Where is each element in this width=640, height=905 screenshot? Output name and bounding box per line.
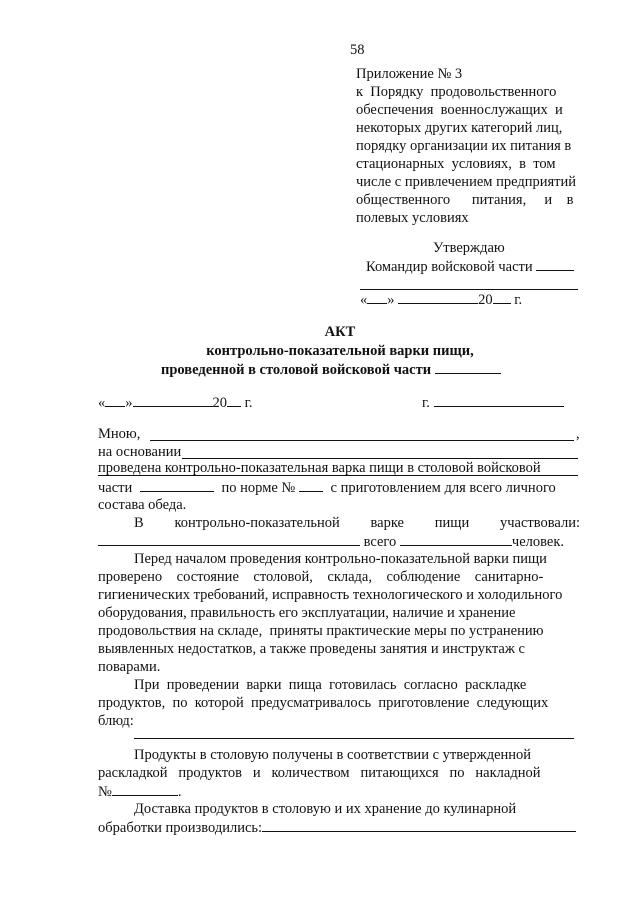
paragraph-line: При проведении варки пища готовилась согласно раскладке: [134, 677, 527, 693]
appendix-line: числе с привлечением предприятий: [356, 174, 576, 190]
invoice-line: № .: [98, 784, 182, 800]
storage-line: обработки производились:: [98, 818, 576, 837]
act-title: АКТ: [324, 324, 356, 340]
storage-field[interactable]: [262, 818, 576, 832]
paragraph-line: раскладкой продуктов и количеством питающихся по накладной: [98, 765, 541, 781]
day-field[interactable]: [105, 393, 125, 407]
invoice-number-field[interactable]: [112, 782, 178, 796]
comma: ,: [576, 426, 580, 442]
participants-field[interactable]: [98, 532, 360, 546]
day-field[interactable]: [367, 290, 387, 304]
paragraph-line: части по норме № с приготовлением для всего личного: [98, 480, 556, 496]
appendix-line: обеспечения военнослужащих и: [356, 102, 563, 118]
count-field[interactable]: [400, 532, 512, 546]
paragraph-line: состава обеда.: [98, 497, 187, 513]
page-number: 58: [350, 42, 365, 58]
executor-field[interactable]: [150, 440, 574, 441]
paragraph-line: выявленных недостатков, а также проведены занятия и инструктаж с: [98, 641, 525, 657]
mnoyu-label: Мною,: [98, 426, 141, 442]
act-subtitle-2: проведенной в столовой войсковой части: [161, 360, 501, 379]
paragraph-line: проверено состояние столовой, склада, соблюдение санитарно-: [98, 569, 544, 585]
month-field[interactable]: [398, 290, 478, 304]
paragraph-line: поварами.: [98, 659, 161, 675]
appendix-line: стационарных условиях, в том: [356, 156, 556, 172]
month-field[interactable]: [133, 393, 213, 407]
paragraph-line: проведена контрольно-показательная варка пищи в столовой войсковой: [98, 460, 541, 476]
paragraph-line: Перед началом проведения контрольно-показательной варки пищи: [134, 551, 547, 567]
norm-number-field[interactable]: [299, 478, 323, 492]
unit-number-field[interactable]: [536, 257, 574, 271]
appendix-line: общественного питания, и в: [356, 192, 574, 208]
paragraph-line: Продукты в столовую получены в соответствии с утвержденной: [134, 747, 532, 763]
paragraph-line: Доставка продуктов в столовую и их хранение до кулинарной: [134, 801, 517, 817]
act-subtitle: контрольно-показательной варки пищи,: [206, 343, 474, 359]
paragraph-line: продовольствия на складе, приняты практические меры по устранению: [98, 623, 544, 639]
participants-line: В контрольно-показательной варке пищи участвовали:: [134, 515, 580, 531]
year-field[interactable]: [227, 393, 241, 407]
approve-label: Утверждаю: [433, 240, 505, 256]
unit-field[interactable]: [140, 478, 214, 492]
year-field[interactable]: [493, 290, 511, 304]
participants-count-line: всего человек.: [98, 532, 564, 551]
unit-number-field[interactable]: [435, 360, 501, 374]
paragraph-line: блюд:: [98, 713, 134, 729]
act-date: « » 20 г.: [98, 395, 253, 411]
appendix-line: к Порядку продовольственного: [356, 84, 557, 100]
paragraph-line: оборудования, правильность его эксплуатации, наличие и хранение: [98, 605, 516, 621]
basis-label: на основании: [98, 444, 182, 460]
appendix-title: Приложение № 3: [356, 66, 463, 82]
approval-date: « » 20 г.: [360, 292, 523, 308]
dishes-field[interactable]: [134, 738, 574, 739]
act-city: г.: [422, 393, 564, 412]
appendix-line: некоторых других категорий лиц,: [356, 120, 563, 136]
paragraph-line: гигиенических требований, исправность технологического и холодильного: [98, 587, 563, 603]
appendix-line: порядку организации их питания в: [356, 138, 572, 154]
city-field[interactable]: [434, 393, 564, 407]
commander-label: Командир войсковой части: [366, 257, 574, 276]
paragraph-line: продуктов, по которой предусматривалось приготовление следующих: [98, 695, 549, 711]
appendix-line: полевых условиях: [356, 210, 469, 226]
